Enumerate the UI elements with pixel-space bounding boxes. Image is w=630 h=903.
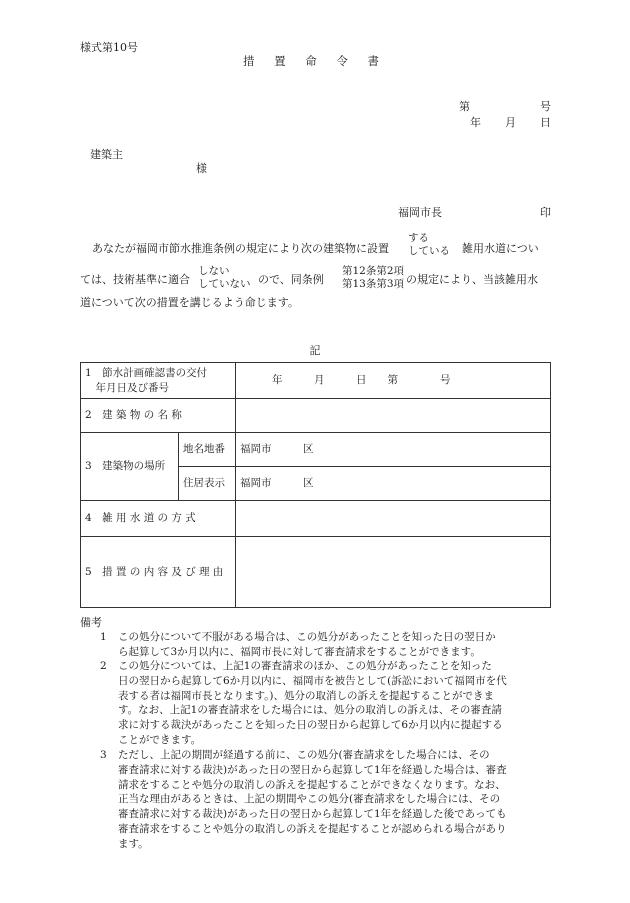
document-title: 措 置 命 令 書 xyxy=(242,54,388,68)
row1-label-b: 年月日及び番号 xyxy=(85,381,169,394)
row1-label xyxy=(81,363,236,399)
row4-value xyxy=(236,501,551,537)
note-line: 正当な理由があるときは、上記の期間やこの処分(審査請求をした場合には、その xyxy=(118,793,501,806)
note-line: 表する者は福岡市長となります。)、処分の取消しの訴えを提起することができま xyxy=(118,689,495,702)
issuer-name: 福岡市長 xyxy=(398,206,442,219)
form-number: 様式第10号 xyxy=(80,41,138,54)
note-first-line: この処分について不服がある場合は、この処分があったことを知った日の翌日か xyxy=(118,631,496,643)
row3a-sublabel: 地名地番 xyxy=(179,433,236,467)
row1-value: 年 月 日 第 号 xyxy=(236,363,551,399)
note-line: 求に対する裁決があったことを知った日の翌日から起算して6か月以内に提起する xyxy=(118,719,503,732)
option-stack-1 xyxy=(408,232,450,258)
note-line: ことができます。 xyxy=(118,733,202,746)
note-line: ら起算して3か月以内に、福岡市長に対して審査請求をすることができます。 xyxy=(118,645,481,658)
note-item-1 xyxy=(100,630,548,660)
row5-value xyxy=(236,537,551,608)
note-number: 3 xyxy=(100,749,107,761)
note-number: 1 xyxy=(100,631,107,643)
body-text-2a: ては、技術基準に適合 xyxy=(80,273,190,286)
number-prefix: 第 xyxy=(459,100,470,113)
option-shiteiru: している xyxy=(408,245,450,258)
document-number-line xyxy=(459,101,551,112)
table-row xyxy=(81,363,551,399)
row3b-sublabel: 住居表示 xyxy=(179,467,236,501)
seal-mark: 印 xyxy=(540,206,551,219)
date-year: 年 xyxy=(470,116,481,129)
details-table xyxy=(80,362,551,608)
row3-label: 3 建築物の場所 xyxy=(81,433,179,501)
row2-value xyxy=(236,399,551,433)
body-text-2c: の規定により、当該雑用水 xyxy=(406,273,538,286)
notes-heading: 備考 xyxy=(80,616,102,629)
table-row xyxy=(81,501,551,537)
table-row xyxy=(81,537,551,608)
note-line: 審査請求に対する裁決)があった日の翌日から起算して1年を経過した場合は、審査 xyxy=(118,763,507,776)
note-line: 請求をすることや処分の取消しの訴えを提起することができなくなります。なお、 xyxy=(118,778,506,791)
owner-honorific: 様 xyxy=(196,162,207,175)
option-stack-3 xyxy=(342,265,404,291)
option-article-12: 第12条第2項 xyxy=(342,265,405,277)
number-suffix: 号 xyxy=(540,100,551,113)
note-line: 審査請求をすることや処分の取消しの訴えを提起することが認められる場合があり xyxy=(118,822,507,835)
body-text-2b: ので、同条例 xyxy=(258,273,324,286)
row3b-value: 福岡市 区 xyxy=(236,467,551,501)
row5-label: 5 措 置 の 内 容 及 び 理 由 xyxy=(81,537,236,608)
option-suru: する xyxy=(408,232,429,244)
body-text-1a: あなたが福岡市節水推進条例の規定により次の建築物に設置 xyxy=(92,242,389,255)
note-first-line: この処分については、上記1の審査請求のほか、この処分があったことを知った xyxy=(118,660,492,672)
row1-label-a: 1 節水計画確認書の交付 xyxy=(85,367,208,380)
date-day: 日 xyxy=(540,116,551,129)
option-stack-2 xyxy=(198,265,251,291)
note-line: 審査請求に対する裁決)があった日の翌日から起算して1年を経過した後であっても xyxy=(118,808,507,821)
note-line: す。なお、上記1の審査請求をした場合には、処分の取消しの訴えは、その審査請 xyxy=(118,704,502,717)
note-item-2 xyxy=(100,659,548,748)
row3a-value: 福岡市 区 xyxy=(236,433,551,467)
row2-label: 2 建 築 物 の 名 称 xyxy=(81,399,236,433)
table-row xyxy=(81,399,551,433)
table-row xyxy=(81,433,551,467)
note-first-line: ただし、上記の期間が経過する前に、この処分(審査請求をした場合には、その xyxy=(118,749,490,761)
note-number: 2 xyxy=(100,660,107,672)
option-shinai: しない xyxy=(198,265,230,277)
document-date-line xyxy=(470,117,551,128)
row4-label: 4 雑 用 水 道 の 方 式 xyxy=(81,501,236,537)
option-shiteinai: していない xyxy=(198,278,251,291)
note-line: ます。 xyxy=(118,837,149,850)
option-article-13: 第13条第3項 xyxy=(342,278,405,291)
body-text-1b: 雑用水道につい xyxy=(462,242,539,255)
note-item-3 xyxy=(100,748,548,852)
ki-heading: 記 xyxy=(309,344,321,357)
body-line-3: 道について次の措置を講じるよう命じます。 xyxy=(80,296,299,309)
date-month: 月 xyxy=(505,116,516,129)
owner-label: 建築主 xyxy=(90,148,123,161)
note-line: 日の翌日から起算して6か月以内に、福岡市を被告として(訴訟において福岡市を代 xyxy=(118,674,507,687)
